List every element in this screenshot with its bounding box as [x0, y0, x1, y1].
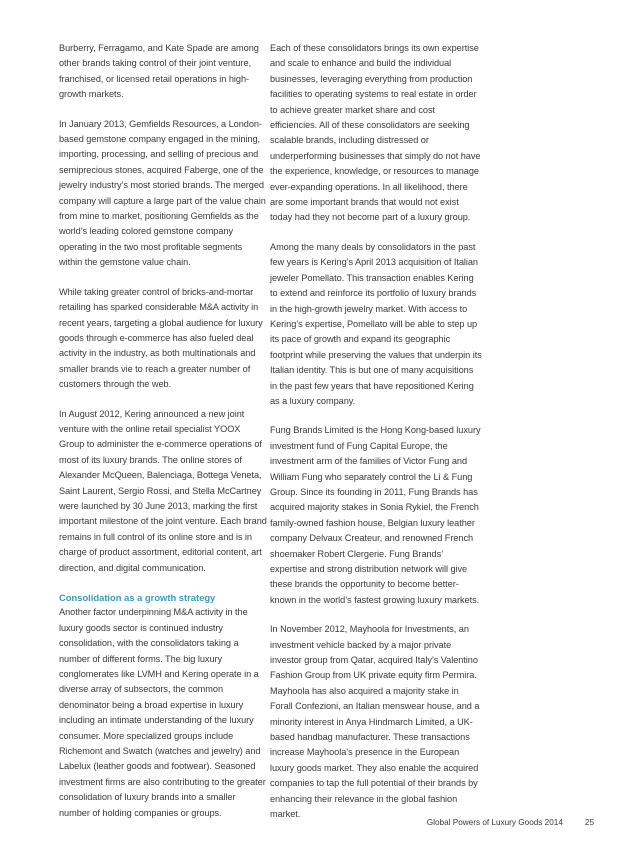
paragraph-mayhoola: In November 2012, Mayhoola for Investments, an investment vehicle backed by a major private investor group from Qatar, acquired Italy’s Valentino Fashion Group from UK private equity firm Permira. Mayhoola has also acquired a majority stake in Forall Confezioni, an Italian menswear house, and a minority interest in Anya Hindmarch Limited, a UK-based handbag manufacturer. These transactions increase Mayhoola’s presence in the European luxury goods market. They also enable the acquired companies to tap the full potential of their brands by enhancing their relevance in the global fashion market. — [270, 624, 480, 820]
footer-publication-title: Global Powers of Luxury Goods 2014 — [426, 818, 563, 827]
page-number: 25 — [584, 818, 594, 827]
left-column — [59, 41, 267, 835]
paragraph-consolidation: Another factor underpinning M&A activity in the luxury goods sector is continued industry consolidation, with the consolidators taking a number of different forms. The big luxury conglomerates like LVMH and Kering operate in a diverse array of subsectors, the common denominator being a broad expertise in luxury including an intimate understanding of the luxury consumer. More specialized groups include Richemont and Swatch (watches and jewelry) and Labelux (leather goods and footwear). Seasoned investment firms are also contributing to the greater consolidation of luxury brands into a smaller number of holding companies or groups. — [59, 607, 266, 818]
paragraph-pomellato: Among the many deals by consolidators in the past few years is Kering’s April 2013 acquisition of Italian jeweler Pomellato. This transaction enables Kering to extend and reinforce its portfolio of luxury brands in the high-growth jewelry market. With access to Kering’s expertise, Pomellato will be able to step up its pace of growth and expand its geographic footprint while preserving the values that underpin its Italian identity. This is but one of many acquisitions in the past few years that have repositioned Kering as a luxury company. — [270, 241, 482, 406]
paragraph-ecommerce: While taking greater control of bricks-and-mortar retailing has sparked considerable M&A activity in recent years, targeting a global audience for luxury goods through e-commerce has also fueled deal activity in the industry, as both multinationals and smaller brands vie to reach a greater number of customers through the web. — [59, 286, 263, 390]
paragraph-fung-brands: Fung Brands Limited is the Hong Kong-based luxury investment fund of Fung Capital Europe, the investment arm of the families of Victor Fung and William Fung who separately control the Li & Fung Group. Since its founding in 2011, Fung Brands has acquired majority stakes in Sonia Rykiel, the French family-owned fashion house, Belgian luxury leather company Delvaux Createur, and renowned French shoemaker Robert Clergerie. Fung Brands’ expertise and strong distribution network will give these brands the opportunity to become better-known in the world’s fastest growing luxury markets. — [270, 425, 481, 605]
paragraph-kering-yoox: In August 2012, Kering announced a new joint venture with the online retail specialist YOOX Group to administer the e-commerce operations of most of its luxury brands. The online stores of Alexander McQueen, Balenciaga, Bottega Veneta, Saint Laurent, Sergio Rossi, and Stella McCartney were launched by 30 June 2013, marking the first important milestone of the joint venture. Each brand remains in full control of its online store and is in charge of product assortment, editorial content, art direction, and digital communication. — [59, 408, 267, 573]
right-column — [270, 41, 482, 837]
paragraph-brands-control: Burberry, Ferragamo, and Kate Spade are among other brands taking control of their joint venture, franchised, or licensed retail operations in high-growth markets. — [59, 43, 259, 100]
paragraph-gemfields: In January 2013, Gemfields Resources, a London-based gemstone company engaged in the mining, importing, processing, and selling of precious and semiprecious stones, acquired Faberge, one of the jewelry industry’s most storied brands. The merged company will capture a large part of the value chain from mine to market, positioning Gemfields as the world’s leading colored gemstone company operating in the two most profitable segments within the gemstone value chain. — [59, 118, 266, 268]
section-heading-consolidation: Consolidation as a growth strategy — [59, 592, 216, 603]
page-footer — [427, 818, 594, 827]
paragraph-consolidators-expertise: Each of these consolidators brings its own expertise and scale to enhance and build the individual businesses, leveraging everything from production facilities to operating systems to real estate in order to achieve greater market share and cost efficiencies. All of these consolidators are seeking scalable brands, including distressed or underperforming businesses that simply do not have the experience, knowledge, or resources to manage ever-expanding operations. In all likelihood, there are some important brands that would not exist today had they not become part of a luxury group. — [270, 43, 481, 223]
